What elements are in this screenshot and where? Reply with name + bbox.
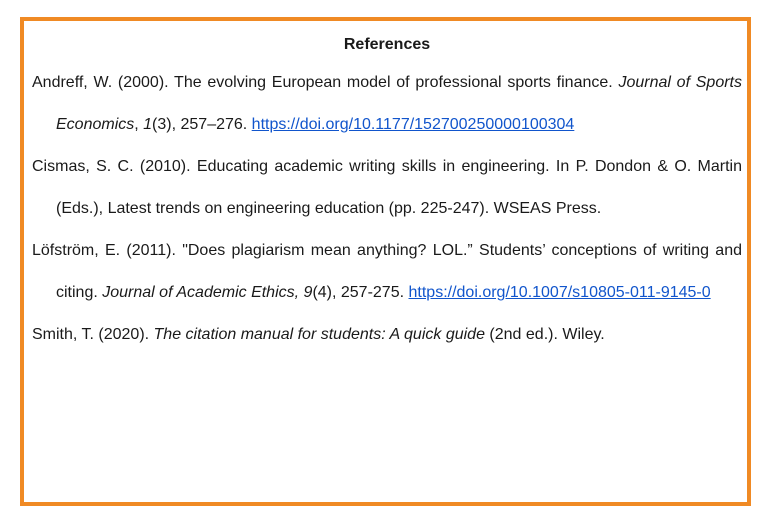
- reference-text: Löfström, E. (2011). "Does plagiarism mean anything? LOL.” Students’ conceptions of writing and citing.: [32, 242, 742, 301]
- reference-text: Smith, T. (2020).: [32, 326, 154, 343]
- doi-link[interactable]: https://doi.org/10.1177/152700250000100304: [251, 116, 575, 133]
- references-title: References: [343, 36, 431, 53]
- reference-entry-cismas: [32, 146, 742, 230]
- reference-text: Andreff, W. (2000). The evolving European model of professional sports finance.: [32, 74, 619, 91]
- journal-title: Journal of Sports Economics: [56, 74, 742, 133]
- references-frame: [20, 17, 751, 506]
- journal-volume: 9: [303, 284, 313, 301]
- reference-text: Cismas, S. C. (2010). Educating academic writing skills in engineering. In P. Dondon & O. Martin (Eds.), Latest trends on engineering education (pp. 225-247). WSEAS Press.: [32, 158, 742, 217]
- reference-text: (4), 257-275.: [312, 284, 409, 301]
- reference-text: (2nd ed.). Wiley.: [484, 326, 605, 343]
- reference-entry-andreff: [32, 62, 742, 146]
- references-content: [32, 32, 742, 356]
- doi-link[interactable]: https://doi.org/10.1007/s10805-011-9145-0: [408, 284, 711, 301]
- book-title: The citation manual for students: A quick guide: [153, 326, 485, 343]
- journal-title: Journal of Academic Ethics,: [102, 284, 300, 301]
- reference-text: (3), 257–276.: [152, 116, 252, 133]
- journal-volume: 1: [143, 116, 153, 133]
- reference-entry-smith: [32, 314, 742, 356]
- reference-text: ,: [134, 116, 144, 133]
- reference-entry-lofstrom: [32, 230, 742, 314]
